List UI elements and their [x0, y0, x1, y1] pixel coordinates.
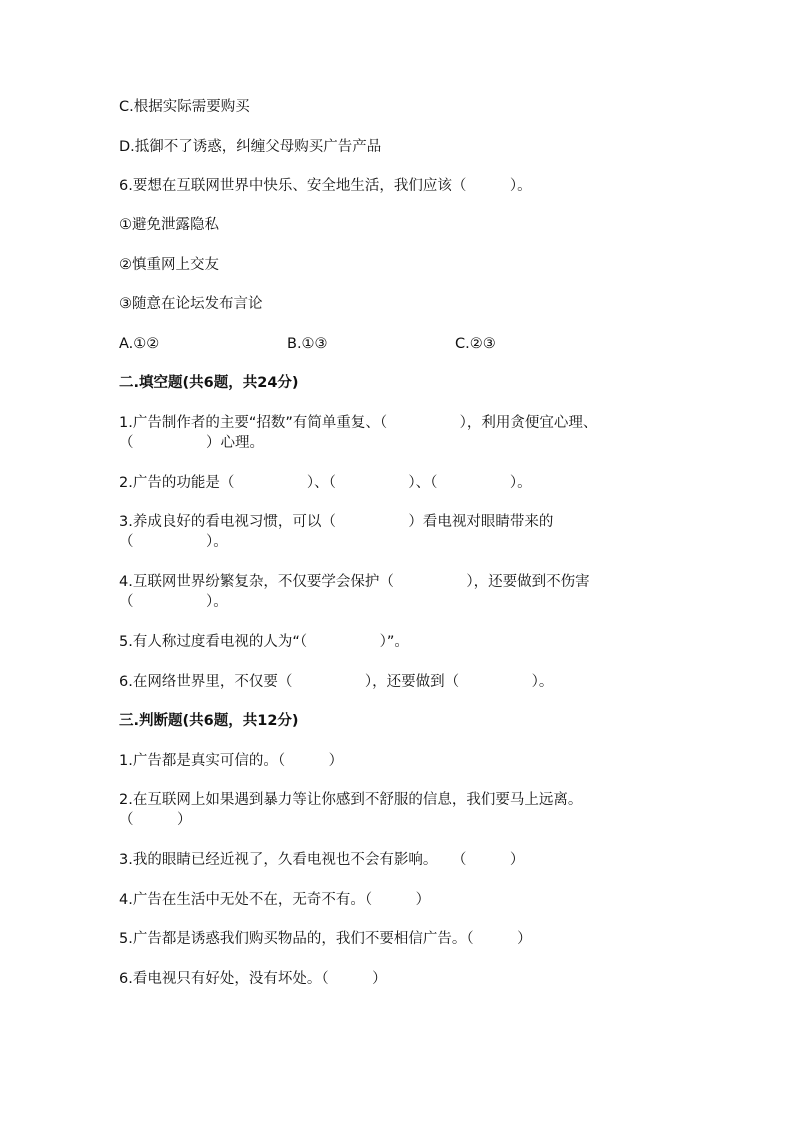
question-6-item-3: ③随意在论坛发布言论 [119, 296, 263, 312]
option-d: D.抵御不了诱惑，纠缠父母购买广告产品 [119, 139, 382, 155]
question-6-item-1: ①避免泄露隐私 [119, 217, 219, 233]
fill-question-3-line-2: （ ）。 [119, 534, 228, 550]
fill-question-3-line-1: 3.养成良好的看电视习惯，可以（ ）看电视对眼睛带来的 [119, 514, 554, 530]
fill-question-4-line-1: 4.互联网世界纷繁复杂，不仅要学会保护（ ），还要做到不伤害 [119, 574, 590, 590]
section-3-heading: 三.判断题(共6题，共12分) [119, 713, 299, 729]
judge-question-2-line-2: （ ） [119, 812, 192, 828]
question-6-item-2: ②慎重网上交友 [119, 257, 219, 273]
judge-question-1: 1.广告都是真实可信的。（ ） [119, 753, 344, 769]
judge-question-4: 4.广告在生活中无处不在，无奇不有。（ ） [119, 892, 431, 908]
fill-question-1-line-2: （ ）心理。 [119, 435, 264, 451]
fill-question-1-line-1: 1.广告制作者的主要“招数”有简单重复、（ ），利用贪便宜心理、 [119, 415, 598, 431]
question-6-option-c: C.②③ [455, 336, 496, 352]
question-6-stem: 6.要想在互联网世界中快乐、安全地生活，我们应该（ ）。 [119, 178, 532, 194]
judge-question-6: 6.看电视只有好处，没有坏处。（ ） [119, 971, 387, 987]
judge-question-5: 5.广告都是诱惑我们购买物品的，我们不要相信广告。（ ） [119, 931, 532, 947]
fill-question-4-line-2: （ ）。 [119, 594, 228, 610]
question-6-option-a: A.①② [119, 336, 160, 352]
judge-question-3: 3.我的眼睛已经近视了，久看电视也不会有影响。 （ ） [119, 852, 525, 868]
question-6-option-b: B.①③ [287, 336, 328, 352]
judge-question-2-line-1: 2.在互联网上如果遇到暴力等让你感到不舒服的信息，我们要马上远离。 [119, 792, 583, 808]
fill-question-2: 2.广告的功能是（ ）、（ ）、（ ）。 [119, 475, 532, 491]
section-2-heading: 二.填空题(共6题，共24分) [119, 375, 299, 391]
fill-question-5: 5.有人称过度看电视的人为“（ ）”。 [119, 634, 409, 650]
fill-question-6: 6.在网络世界里，不仅要（ ），还要做到（ ）。 [119, 674, 554, 690]
option-c: C.根据实际需要购买 [119, 99, 250, 115]
